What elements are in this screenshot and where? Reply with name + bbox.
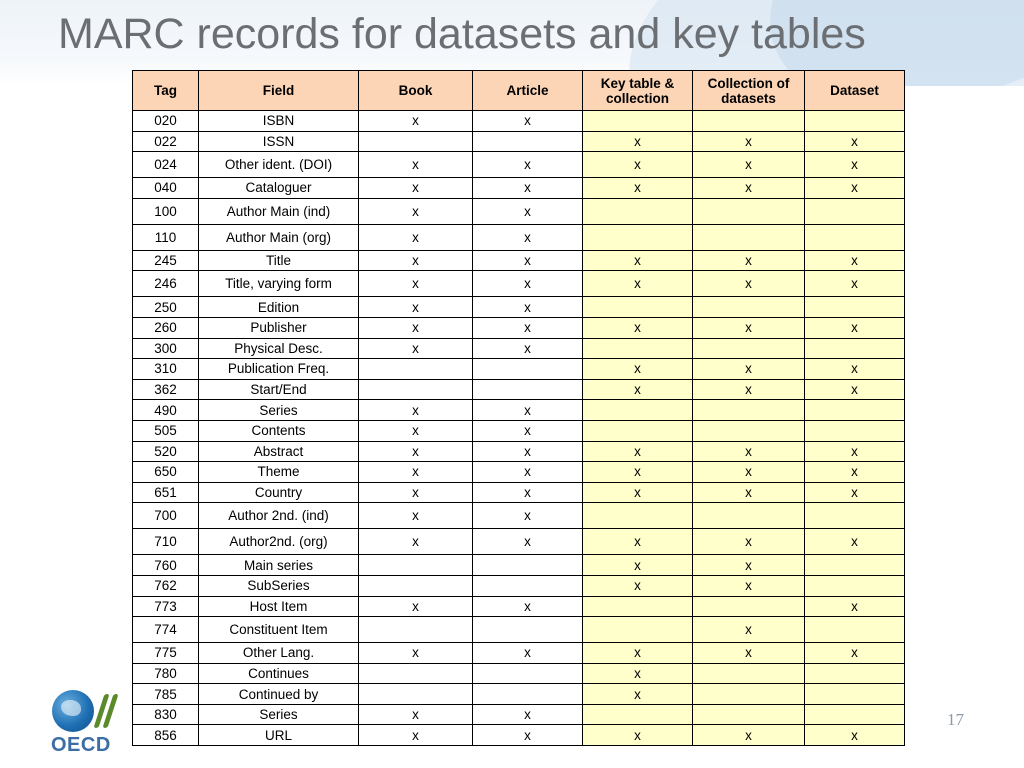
cell-field: Author 2nd. (ind)	[199, 503, 359, 529]
cell-article: x	[473, 178, 583, 199]
cell-key-table: x	[583, 725, 693, 746]
cell-dataset: x	[805, 529, 905, 555]
cell-book: x	[359, 297, 473, 318]
cell-field: Continues	[199, 663, 359, 684]
header-book: Book	[359, 71, 473, 111]
cell-field: Other Lang.	[199, 643, 359, 664]
cell-collection: x	[693, 441, 805, 462]
cell-article: x	[473, 271, 583, 297]
cell-book	[359, 555, 473, 576]
cell-tag: 520	[133, 441, 199, 462]
cell-field: URL	[199, 725, 359, 746]
cell-collection: x	[693, 317, 805, 338]
cell-dataset	[805, 224, 905, 250]
cell-collection	[693, 684, 805, 705]
table-row	[133, 178, 905, 199]
cell-collection	[693, 338, 805, 359]
cell-article: x	[473, 297, 583, 318]
cell-field: Publication Freq.	[199, 359, 359, 380]
page-number: 17	[947, 710, 964, 729]
logo-text: OECD	[51, 734, 111, 756]
cell-dataset: x	[805, 317, 905, 338]
cell-book: x	[359, 317, 473, 338]
cell-article: x	[473, 400, 583, 421]
cell-field: Abstract	[199, 441, 359, 462]
cell-dataset	[805, 617, 905, 643]
cell-book: x	[359, 178, 473, 199]
cell-tag: 024	[133, 152, 199, 178]
cell-tag: 830	[133, 704, 199, 725]
cell-field: Series	[199, 400, 359, 421]
cell-collection	[693, 663, 805, 684]
cell-key-table: x	[583, 462, 693, 483]
cell-book	[359, 575, 473, 596]
cell-field: Other ident. (DOI)	[199, 152, 359, 178]
cell-tag: 490	[133, 400, 199, 421]
cell-book: x	[359, 529, 473, 555]
cell-article	[473, 617, 583, 643]
cell-article: x	[473, 643, 583, 664]
oecd-logo	[52, 690, 122, 756]
cell-field: Publisher	[199, 317, 359, 338]
cell-key-table: x	[583, 178, 693, 199]
cell-book: x	[359, 482, 473, 503]
cell-collection	[693, 297, 805, 318]
cell-field: Theme	[199, 462, 359, 483]
cell-field: ISSN	[199, 131, 359, 152]
cell-dataset: x	[805, 596, 905, 617]
cell-collection	[693, 704, 805, 725]
cell-dataset: x	[805, 725, 905, 746]
cell-article: x	[473, 462, 583, 483]
cell-dataset	[805, 555, 905, 576]
cell-collection: x	[693, 462, 805, 483]
cell-dataset: x	[805, 643, 905, 664]
cell-collection	[693, 596, 805, 617]
cell-book	[359, 379, 473, 400]
table-row	[133, 575, 905, 596]
cell-field: Start/End	[199, 379, 359, 400]
cell-tag: 710	[133, 529, 199, 555]
cell-dataset	[805, 663, 905, 684]
cell-tag: 100	[133, 198, 199, 224]
cell-book	[359, 131, 473, 152]
cell-collection	[693, 111, 805, 132]
cell-key-table: x	[583, 663, 693, 684]
cell-tag: 310	[133, 359, 199, 380]
cell-key-table: x	[583, 359, 693, 380]
cell-key-table	[583, 297, 693, 318]
cell-book: x	[359, 271, 473, 297]
cell-key-table: x	[583, 441, 693, 462]
cell-key-table: x	[583, 684, 693, 705]
cell-dataset: x	[805, 131, 905, 152]
cell-tag: 505	[133, 420, 199, 441]
cell-book: x	[359, 441, 473, 462]
cell-key-table: x	[583, 317, 693, 338]
table-row	[133, 111, 905, 132]
cell-field: ISBN	[199, 111, 359, 132]
cell-dataset: x	[805, 271, 905, 297]
cell-article	[473, 555, 583, 576]
cell-article: x	[473, 503, 583, 529]
cell-collection: x	[693, 131, 805, 152]
cell-article	[473, 379, 583, 400]
table-row	[133, 555, 905, 576]
cell-collection: x	[693, 529, 805, 555]
cell-key-table	[583, 198, 693, 224]
cell-dataset: x	[805, 250, 905, 271]
cell-key-table	[583, 617, 693, 643]
cell-tag: 246	[133, 271, 199, 297]
cell-book: x	[359, 338, 473, 359]
cell-book: x	[359, 725, 473, 746]
cell-key-table	[583, 420, 693, 441]
cell-tag: 260	[133, 317, 199, 338]
cell-field: Author Main (org)	[199, 224, 359, 250]
cell-field: Country	[199, 482, 359, 503]
cell-book	[359, 359, 473, 380]
cell-book: x	[359, 198, 473, 224]
cell-key-table: x	[583, 575, 693, 596]
cell-book: x	[359, 462, 473, 483]
cell-key-table	[583, 704, 693, 725]
cell-dataset	[805, 297, 905, 318]
cell-field: SubSeries	[199, 575, 359, 596]
cell-tag: 250	[133, 297, 199, 318]
cell-key-table	[583, 596, 693, 617]
cell-tag: 760	[133, 555, 199, 576]
cell-book: x	[359, 400, 473, 421]
table-row	[133, 529, 905, 555]
table-row	[133, 441, 905, 462]
cell-dataset: x	[805, 462, 905, 483]
globe-icon	[52, 690, 94, 732]
table-row	[133, 152, 905, 178]
cell-dataset	[805, 684, 905, 705]
cell-collection	[693, 224, 805, 250]
cell-field: Contents	[199, 420, 359, 441]
cell-key-table	[583, 224, 693, 250]
cell-article: x	[473, 224, 583, 250]
cell-book: x	[359, 704, 473, 725]
table-row	[133, 725, 905, 746]
cell-collection: x	[693, 152, 805, 178]
table-row	[133, 420, 905, 441]
cell-book: x	[359, 111, 473, 132]
cell-article: x	[473, 420, 583, 441]
cell-tag: 110	[133, 224, 199, 250]
cell-article	[473, 131, 583, 152]
cell-dataset	[805, 111, 905, 132]
cell-collection: x	[693, 725, 805, 746]
cell-article	[473, 575, 583, 596]
table-row	[133, 643, 905, 664]
cell-dataset: x	[805, 178, 905, 199]
cell-article: x	[473, 111, 583, 132]
header-article: Article	[473, 71, 583, 111]
cell-tag: 775	[133, 643, 199, 664]
cell-collection	[693, 400, 805, 421]
cell-tag: 020	[133, 111, 199, 132]
table-row	[133, 297, 905, 318]
cell-tag: 650	[133, 462, 199, 483]
table-row	[133, 400, 905, 421]
cell-tag: 762	[133, 575, 199, 596]
cell-article	[473, 684, 583, 705]
table-row	[133, 503, 905, 529]
table-row	[133, 224, 905, 250]
cell-dataset: x	[805, 152, 905, 178]
header-collection-of-datasets: Collection of datasets	[693, 71, 805, 111]
header-key-table-collection: Key table & collection	[583, 71, 693, 111]
cell-key-table: x	[583, 271, 693, 297]
cell-field: Constituent Item	[199, 617, 359, 643]
cell-key-table: x	[583, 379, 693, 400]
table-row	[133, 198, 905, 224]
table-row	[133, 704, 905, 725]
header-dataset: Dataset	[805, 71, 905, 111]
cell-tag: 362	[133, 379, 199, 400]
cell-tag: 780	[133, 663, 199, 684]
cell-key-table: x	[583, 482, 693, 503]
cell-key-table: x	[583, 643, 693, 664]
cell-collection	[693, 198, 805, 224]
table-row	[133, 317, 905, 338]
table-row	[133, 250, 905, 271]
cell-book: x	[359, 152, 473, 178]
table-header-row	[133, 71, 905, 111]
cell-article: x	[473, 152, 583, 178]
table-row	[133, 338, 905, 359]
cell-article	[473, 359, 583, 380]
cell-tag: 785	[133, 684, 199, 705]
cell-tag: 774	[133, 617, 199, 643]
cell-article: x	[473, 725, 583, 746]
cell-key-table	[583, 400, 693, 421]
cell-field: Title	[199, 250, 359, 271]
table-row	[133, 131, 905, 152]
cell-key-table	[583, 111, 693, 132]
cell-key-table: x	[583, 529, 693, 555]
cell-dataset: x	[805, 441, 905, 462]
cell-collection: x	[693, 482, 805, 503]
cell-field: Cataloguer	[199, 178, 359, 199]
cell-tag: 022	[133, 131, 199, 152]
cell-book: x	[359, 250, 473, 271]
cell-article	[473, 663, 583, 684]
cell-tag: 300	[133, 338, 199, 359]
cell-tag: 773	[133, 596, 199, 617]
cell-dataset	[805, 503, 905, 529]
cell-field: Author Main (ind)	[199, 198, 359, 224]
cell-collection: x	[693, 271, 805, 297]
cell-article: x	[473, 704, 583, 725]
cell-article: x	[473, 198, 583, 224]
cell-tag: 245	[133, 250, 199, 271]
cell-article: x	[473, 482, 583, 503]
cell-field: Author2nd. (org)	[199, 529, 359, 555]
cell-field: Series	[199, 704, 359, 725]
cell-field: Main series	[199, 555, 359, 576]
table-row	[133, 617, 905, 643]
cell-field: Continued by	[199, 684, 359, 705]
cell-collection	[693, 503, 805, 529]
cell-key-table: x	[583, 131, 693, 152]
cell-book: x	[359, 420, 473, 441]
cell-article: x	[473, 250, 583, 271]
cell-tag: 040	[133, 178, 199, 199]
cell-collection: x	[693, 575, 805, 596]
cell-article: x	[473, 338, 583, 359]
cell-article: x	[473, 441, 583, 462]
cell-book: x	[359, 596, 473, 617]
cell-book: x	[359, 503, 473, 529]
table-row	[133, 663, 905, 684]
table-row	[133, 379, 905, 400]
cell-dataset	[805, 420, 905, 441]
table-row	[133, 271, 905, 297]
cell-collection: x	[693, 643, 805, 664]
cell-dataset	[805, 198, 905, 224]
cell-dataset: x	[805, 379, 905, 400]
table-row	[133, 482, 905, 503]
cell-article: x	[473, 529, 583, 555]
header-field: Field	[199, 71, 359, 111]
table-row	[133, 596, 905, 617]
cell-key-table	[583, 503, 693, 529]
table-row	[133, 684, 905, 705]
cell-field: Host Item	[199, 596, 359, 617]
cell-dataset	[805, 704, 905, 725]
cell-book	[359, 663, 473, 684]
cell-collection: x	[693, 359, 805, 380]
cell-field: Edition	[199, 297, 359, 318]
cell-tag: 651	[133, 482, 199, 503]
cell-collection: x	[693, 555, 805, 576]
cell-field: Physical Desc.	[199, 338, 359, 359]
marc-fields-table	[132, 70, 905, 746]
cell-dataset	[805, 575, 905, 596]
cell-book	[359, 617, 473, 643]
cell-dataset	[805, 338, 905, 359]
cell-book: x	[359, 643, 473, 664]
cell-key-table	[583, 338, 693, 359]
cell-tag: 700	[133, 503, 199, 529]
cell-key-table: x	[583, 152, 693, 178]
cell-article: x	[473, 317, 583, 338]
cell-book	[359, 684, 473, 705]
cell-collection: x	[693, 617, 805, 643]
cell-collection: x	[693, 379, 805, 400]
cell-tag: 856	[133, 725, 199, 746]
cell-dataset	[805, 400, 905, 421]
cell-field: Title, varying form	[199, 271, 359, 297]
cell-article: x	[473, 596, 583, 617]
table-row	[133, 462, 905, 483]
cell-key-table: x	[583, 250, 693, 271]
header-tag: Tag	[133, 71, 199, 111]
cell-collection: x	[693, 250, 805, 271]
cell-key-table: x	[583, 555, 693, 576]
cell-dataset: x	[805, 359, 905, 380]
cell-collection: x	[693, 178, 805, 199]
cell-book: x	[359, 224, 473, 250]
slide-title: MARC records for datasets and key tables	[58, 10, 866, 58]
cell-collection	[693, 420, 805, 441]
table-row	[133, 359, 905, 380]
cell-dataset: x	[805, 482, 905, 503]
